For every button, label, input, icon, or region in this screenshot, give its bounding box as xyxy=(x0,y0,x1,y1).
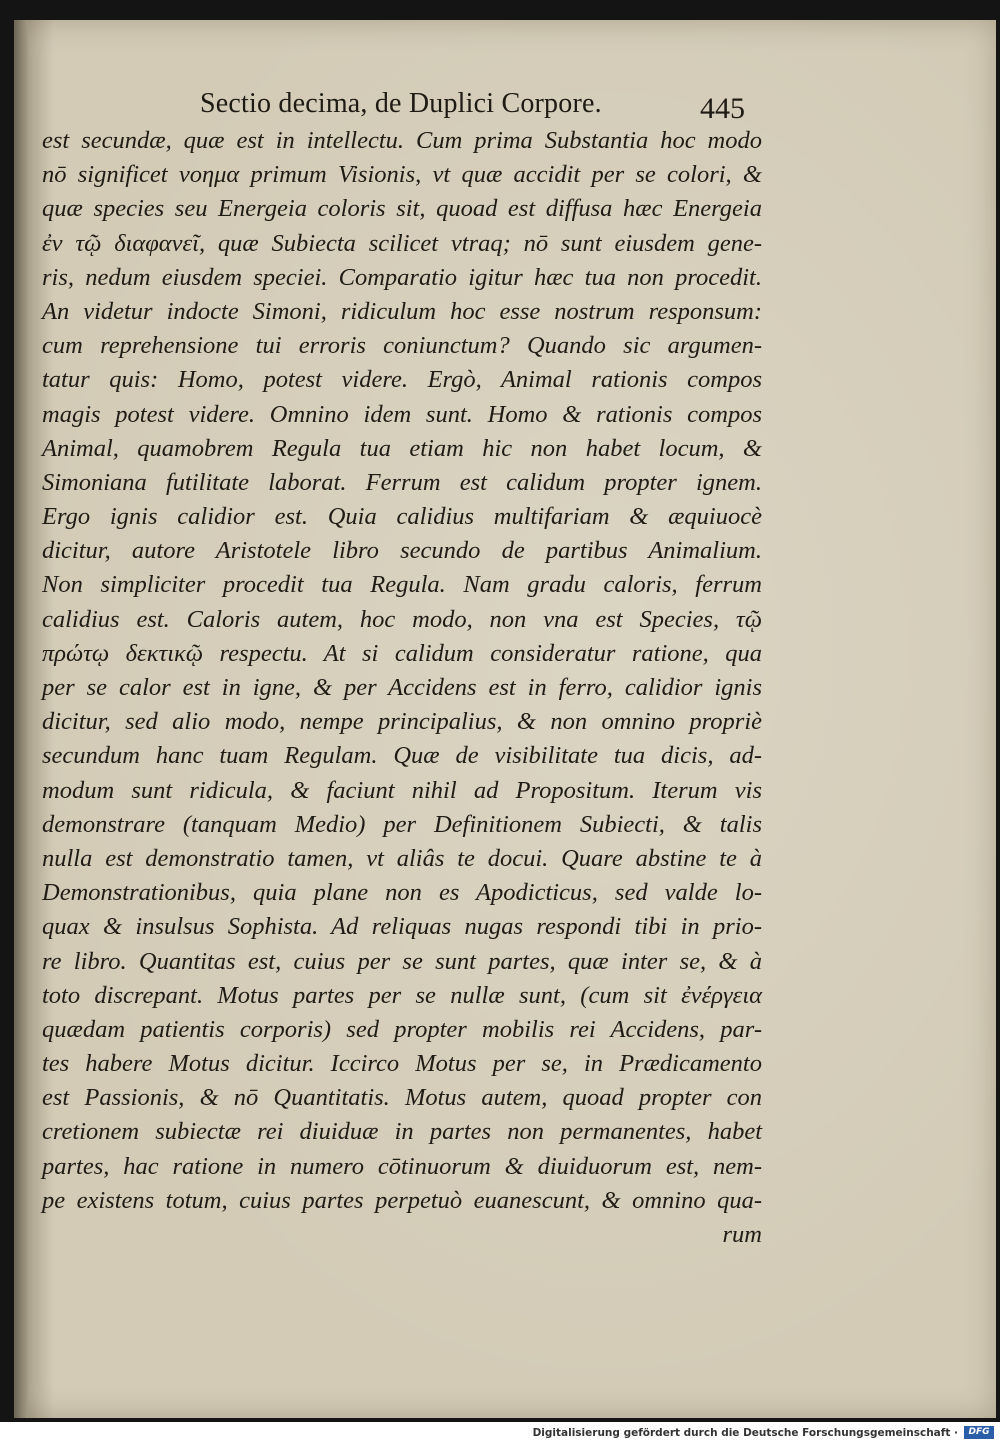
text-line: πρώτῳ δεκτικῷ respectu. At si calidum consideratur ratione, qua xyxy=(42,639,762,667)
text-line: nulla est demonstratio tamen, vt aliâs te docui. Quare abstine te à xyxy=(42,844,762,872)
text-line: partes, hac ratione in numero cōtinuorum & diuiduorum est, nem- xyxy=(42,1152,762,1180)
text-line: est secundæ, quæ est in intellectu. Cum prima Substantia hoc modo xyxy=(42,127,762,154)
text-line: An videtur indocte Simoni, ridiculum hoc esse nostrum responsum: xyxy=(42,297,762,325)
text-line: ἐν τῷ διαφανεῖ, quæ Subiecta scilicet vtraq; nō sunt eiusdem gene- xyxy=(42,229,762,257)
text-line: Ergo ignis calidior est. Quia calidius multifariam & æquiuocè xyxy=(42,503,762,531)
text-line: Simoniana futilitate laborat. Ferrum est calidum propter ignem. xyxy=(42,468,762,496)
text-line: nō significet νοημα primum Visionis, vt quæ accidit per se colori, & xyxy=(42,161,762,189)
text-line: re libro. Quantitas est, cuius per se sunt partes, quæ inter se, & à xyxy=(42,947,762,975)
text-line: quædam patientis corporis) sed propter mobilis rei Accidens, par- xyxy=(42,1015,762,1043)
text-line: demonstrare (tanquam Medio) per Definitionem Subiecti, & talis xyxy=(42,810,762,838)
footer-credit: Digitalisierung gefördert durch die Deutsche Forschungsgemeinschaft · xyxy=(532,1427,958,1439)
text-line: dicitur, autore Aristotele libro secundo de partibus Animalium. xyxy=(42,537,762,565)
text-line: ris, nedum eiusdem speciei. Comparatio igitur hæc tua non procedit. xyxy=(42,263,762,291)
body-text xyxy=(42,124,762,1252)
book-page xyxy=(14,20,996,1418)
text-line: Animal, quamobrem Regula tua etiam hic non habet locum, & xyxy=(42,434,762,462)
text-line: cum reprehensione tui erroris coniunctum? Quando sic argumen- xyxy=(42,332,762,360)
text-line: modum sunt ridicula, & faciunt nihil ad Propositum. Iterum vis xyxy=(42,776,762,804)
text-line: pe existens totum, cuius partes perpetuò euanescunt, & omnino qua- xyxy=(42,1186,762,1214)
text-line: dicitur, sed alio modo, nempe principalius, & non omnino propriè xyxy=(42,708,762,736)
text-line: Non simpliciter procedit tua Regula. Nam gradu caloris, ferrum xyxy=(42,571,762,599)
text-line: per se calor est in igne, & per Accidens est in ferro, calidior ignis xyxy=(42,674,762,701)
page-gutter-edge xyxy=(14,20,28,1418)
text-line: est Passionis, & nō Quantitatis. Motus autem, quoad propter con xyxy=(42,1084,762,1112)
text-line: tes habere Motus dicitur. Iccirco Motus per se, in Prædicamento xyxy=(42,1050,762,1078)
text-line: tatur quis: Homo, potest videre. Ergò, Animal rationis compos xyxy=(42,366,762,394)
text-line: quæ species seu Energeia coloris sit, quoad est diffusa hæc Energeia xyxy=(42,195,762,223)
catchword: rum xyxy=(722,1221,762,1248)
text-line: quax & insulsus Sophista. Ad reliquas nugas respondi tibi in prio- xyxy=(42,913,762,941)
dfg-logo: DFG xyxy=(964,1426,994,1439)
text-line: toto discrepant. Motus partes per se nullæ sunt, (cum sit ἐνέργεια xyxy=(42,981,762,1009)
footer-bar xyxy=(0,1422,1000,1445)
text-line: Demonstrationibus, quia plane non es Apodicticus, sed valde lo- xyxy=(42,879,762,907)
text-line: calidius est. Caloris autem, hoc modo, non vna est Species, τῷ xyxy=(42,605,762,633)
running-head-title: Sectio decima, de Duplici Corpore. xyxy=(200,88,602,119)
text-line: magis potest videre. Omnino idem sunt. Homo & rationis compos xyxy=(42,400,762,428)
text-line: cretionem subiectæ rei diuiduæ in partes non permanentes, habet xyxy=(42,1118,762,1146)
page-number: 445 xyxy=(700,92,745,125)
text-line: secundum hanc tuam Regulam. Quæ de visibilitate tua dicis, ad- xyxy=(42,742,762,770)
